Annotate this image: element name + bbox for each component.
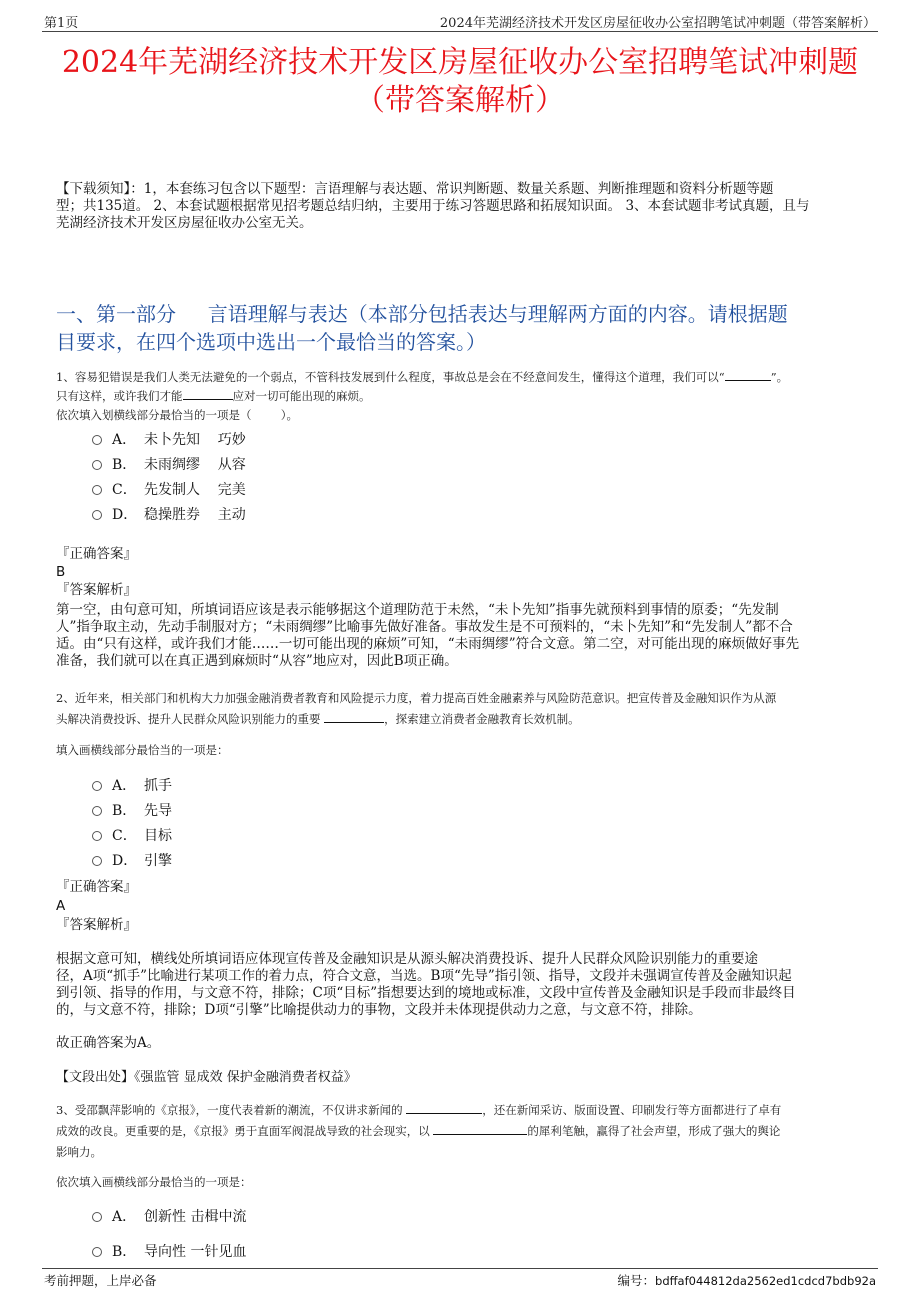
q3-prompt: 依次填入画横线部分最恰当的一项是： [56, 1175, 252, 1189]
q3-text: ，还在新闻采访、版面设置、印刷发行等方面都进行了卓有 [482, 1103, 782, 1117]
q2-blank [324, 722, 384, 723]
analysis-line: 的，与文意不符，排除；D项“引擎”比喻提供动力的事物，文段并未体现提供动力之意，与文意不符，排除。 [56, 1002, 702, 1018]
option-text: 导向性 一针见血 [144, 1244, 247, 1260]
answer-label: 『正确答案』 [56, 879, 137, 895]
q2-option-b[interactable] [92, 802, 172, 820]
q2-conclusion: 故正确答案为A。 [56, 1035, 161, 1051]
option-text: 引擎 [144, 853, 172, 869]
section-heading-line: 目要求，在四个选项中选出一个最恰当的答案。） [56, 330, 486, 354]
q1-text: 应对一切可能出现的麻烦。 [232, 389, 371, 403]
q3-text: 3、受邵飘萍影响的《京报》，一度代表着新的潮流，不仅讲求新闻的 [56, 1103, 403, 1117]
notice-line: 芜湖经济技术开发区房屋征收办公室无关。 [56, 215, 313, 231]
question-2-stem [56, 688, 868, 730]
document-title [0, 44, 920, 120]
q2-option-d[interactable] [92, 852, 172, 870]
analysis-label: 『答案解析』 [56, 917, 137, 933]
section-heading-line: 一、第一部分 言语理解与表达（本部分包括表达与理解两方面的内容。请根据题 [56, 302, 788, 326]
option-letter: D． [112, 853, 138, 869]
q2-option-a[interactable] [92, 777, 172, 795]
page-number: 第1页 [44, 16, 79, 31]
q1-option-b[interactable] [92, 456, 246, 474]
q2-option-c[interactable] [92, 827, 172, 845]
radio-icon[interactable] [92, 831, 102, 841]
answer-label: 『正确答案』 [56, 546, 137, 562]
option-letter: B． [112, 457, 137, 473]
q1-option-c[interactable] [92, 481, 246, 499]
radio-icon[interactable] [92, 460, 102, 470]
option-text: 先导 [144, 803, 172, 819]
q2-prompt: 填入画横线部分最恰当的一项是： [56, 743, 229, 757]
radio-icon[interactable] [92, 781, 102, 791]
q1-blank-2 [183, 399, 233, 400]
q1-option-a[interactable] [92, 431, 246, 449]
radio-icon[interactable] [92, 510, 102, 520]
q1-text: 只有这样，或许我们才能 [56, 389, 183, 403]
q1-text: 1、容易犯错误是我们人类无法避免的一个弱点，不管科技发展到什么程度，事故总是会在不经意间发生，懂得这个道理，我们可以“ [56, 370, 725, 384]
footer-divider [42, 1268, 878, 1269]
question-3-stem [56, 1100, 868, 1163]
analysis-label: 『答案解析』 [56, 582, 137, 598]
option-letter: C． [112, 828, 137, 844]
q2-text: ，探索建立消费者金融教育长效机制。 [384, 712, 580, 726]
option-letter: B． [112, 803, 137, 819]
analysis-line: 到引领、指导的作用，与文意不符，排除；C项“目标”指想要达到的境地或标准，文段中宣传普及金融知识是手段而非最终目 [56, 985, 796, 1001]
q1-option-d[interactable] [92, 506, 246, 524]
q1-answer-block [56, 545, 868, 599]
download-notice [56, 181, 868, 232]
analysis-line: 人”指争取主动，先动手制服对方；“未雨绸缪”比喻事先做好准备。事故发生是不可预料的，“未卜先知”和“先发制人”都不合 [56, 619, 793, 635]
radio-icon[interactable] [92, 485, 102, 495]
q3-option-b[interactable] [92, 1243, 246, 1261]
option-text: 创新性 击楫中流 [144, 1209, 247, 1225]
option-letter: C． [112, 482, 137, 498]
q3-text: 成效的改良。更重要的是，《京报》勇于直面军阀混战导致的社会现实，以 [56, 1124, 430, 1138]
option-letter: B． [112, 1244, 137, 1260]
radio-icon[interactable] [92, 1247, 102, 1257]
notice-line: 【下载须知】：1，本套练习包含以下题型：言语理解与表达题、常识判断题、数量关系题、判断推理题和资料分析题等题 [56, 181, 774, 197]
q2-text: 头解决消费投诉、提升人民群众风险识别能力的重要 [56, 712, 321, 726]
q1-analysis [56, 602, 868, 670]
option-letter: A． [112, 1209, 137, 1225]
footer-code-label: 编号： [617, 1273, 656, 1288]
q3-text: 的犀利笔触，赢得了社会声望，形成了强大的舆论 [527, 1124, 781, 1138]
radio-icon[interactable] [92, 856, 102, 866]
option-text: 目标 [144, 828, 172, 844]
q3-blank-2 [433, 1134, 527, 1135]
header-divider [42, 31, 878, 32]
q2-text: 2、近年来，相关部门和机构大力加强金融消费者教育和风险提示力度，着力提高百姓金融素养与风险防范意识。把宣传普及金融知识作为从源 [56, 691, 777, 705]
section-heading [56, 300, 871, 356]
option-text: 稳操胜券 主动 [144, 507, 246, 523]
answer-value: A [56, 898, 66, 914]
q3-option-a[interactable] [92, 1208, 246, 1226]
radio-icon[interactable] [92, 435, 102, 445]
option-text: 抓手 [144, 778, 172, 794]
option-text: 先发制人 完美 [144, 482, 246, 498]
footer-code [618, 1271, 876, 1289]
analysis-line: 根据文意可知，横线处所填词语应体现宣传普及金融知识是从源头解决消费投诉、提升人民群众风险识别能力的重要途 [56, 951, 758, 967]
title-line-2: （带答案解析） [355, 83, 565, 118]
answer-value: B [56, 564, 66, 580]
running-header-title: 2024年芜湖经济技术开发区房屋征收办公室招聘笔试冲刺题（带答案解析） [439, 16, 876, 31]
q3-blank-1 [406, 1113, 482, 1114]
q1-prompt: 依次填入划横线部分最恰当的一项是（ ）。 [56, 408, 298, 422]
q1-blank-1 [725, 380, 771, 381]
title-line-1: 2024年芜湖经济技术开发区房屋征收办公室招聘笔试冲刺题 [61, 45, 859, 80]
option-letter: A． [112, 432, 137, 448]
footer-slogan: 考前押题，上岸必备 [44, 1273, 157, 1288]
footer-code-value: bdffaf044812da2562ed1cdcd7bdb92a [655, 1274, 876, 1288]
option-text: 未雨绸缪 从容 [144, 457, 246, 473]
q1-text: ”。 [770, 370, 789, 384]
analysis-line: 第一空，由句意可知，所填词语应该是表示能够据这个道理防范于未然，“未卜先知”指事先就预料到事情的原委；“先发制 [56, 602, 779, 618]
q2-answer-block [56, 878, 868, 935]
q3-text: 影响力。 [56, 1145, 102, 1159]
notice-line: 型；共135道。 2、本套试题根据常见招考题总结归纳，主要用于练习答题思路和拓展知识面。 3、本套试题非考试真题，且与 [56, 198, 810, 214]
radio-icon[interactable] [92, 1212, 102, 1222]
analysis-line: 准备，我们就可以在真正遇到麻烦时“从容”地应对，因此B项正确。 [56, 653, 458, 669]
analysis-line: 径，A项“抓手”比喻进行某项工作的着力点，符合文意，当选。B项“先导”指引领、指导，文段并未强调宣传普及金融知识起 [56, 968, 792, 984]
analysis-line: 适。由“只有这样，或许我们才能……一切可能出现的麻烦”可知，“未雨绸缪”符合文意。第二空，对可能出现的麻烦做好事先 [56, 636, 800, 652]
question-1-stem [56, 368, 868, 425]
option-text: 未卜先知 巧妙 [144, 432, 246, 448]
q2-analysis [56, 951, 868, 1019]
option-letter: A． [112, 778, 137, 794]
option-letter: D． [112, 507, 138, 523]
radio-icon[interactable] [92, 806, 102, 816]
q2-source: 【文段出处】《强监管 显成效 保护金融消费者权益》 [56, 1070, 357, 1085]
